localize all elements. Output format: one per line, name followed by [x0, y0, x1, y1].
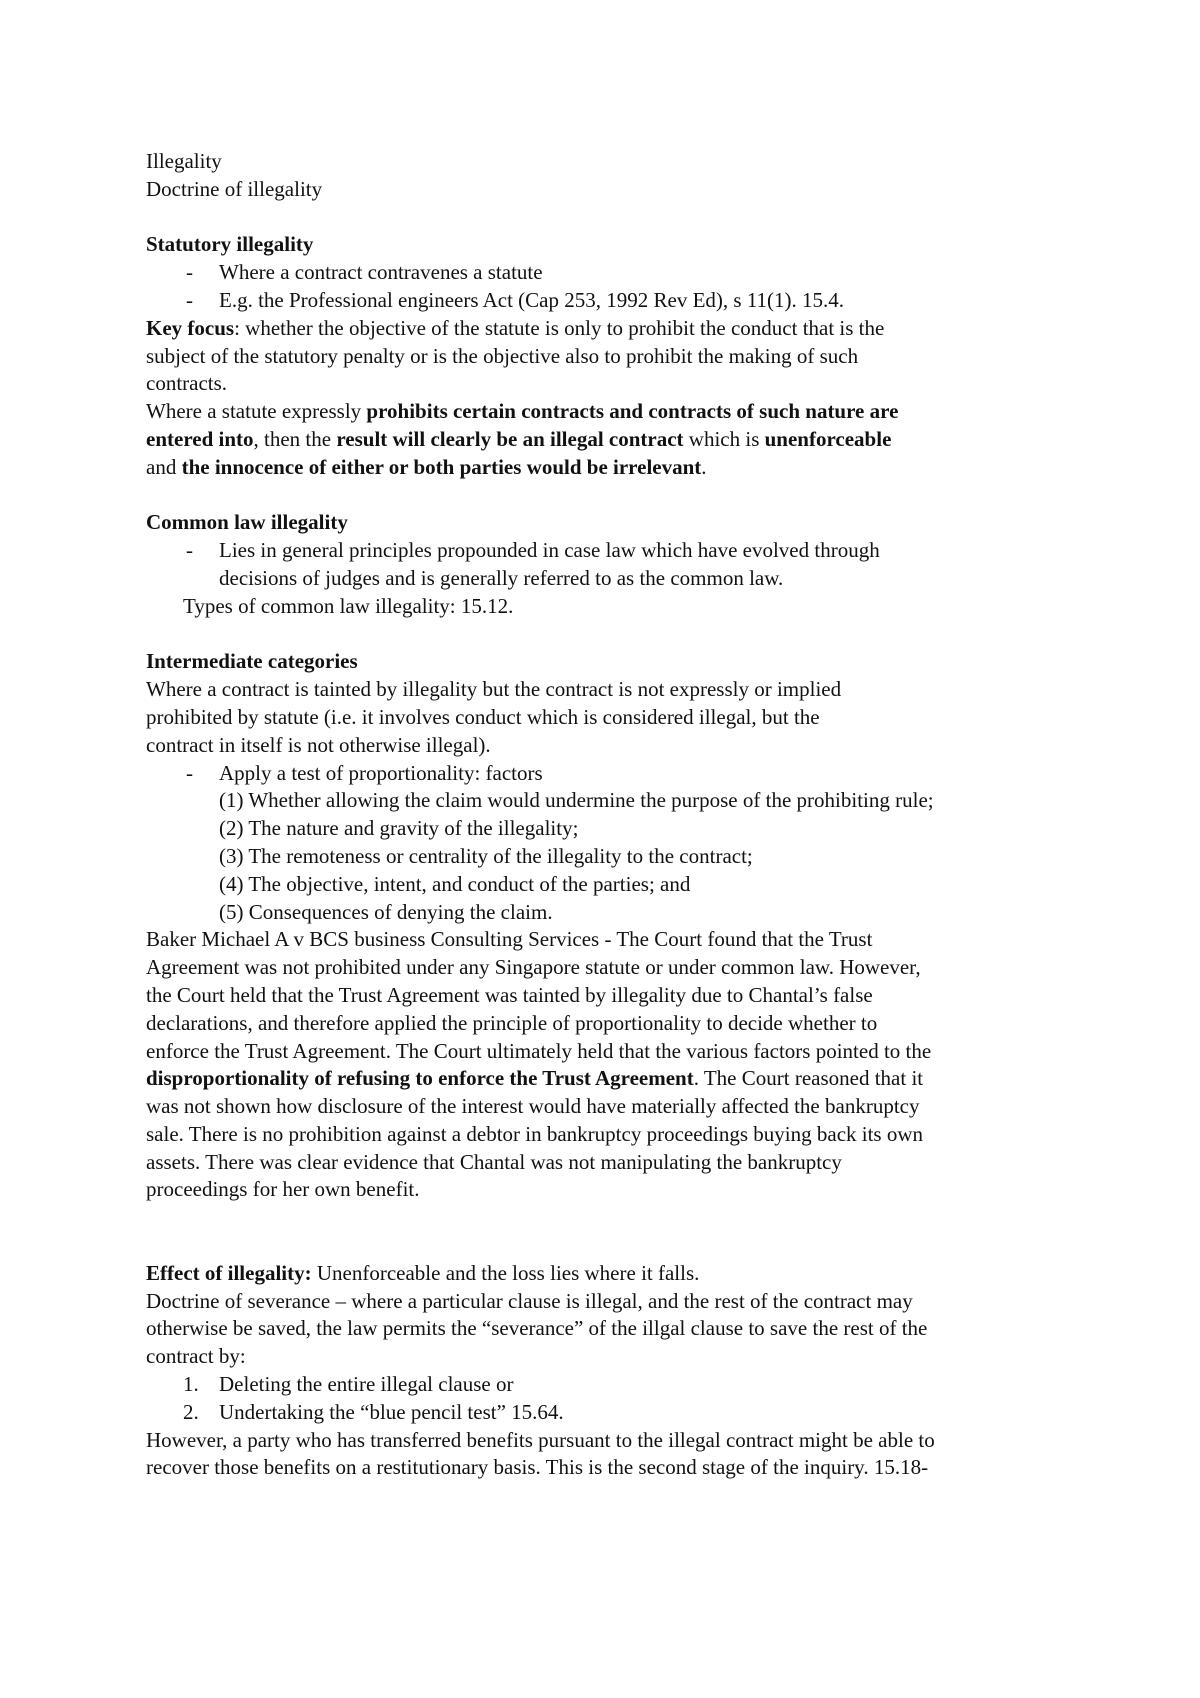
list-item: [146, 287, 1086, 315]
case-line: assets. There was clear evidence that Chantal was not manipulating the bankruptcy: [146, 1149, 842, 1174]
text-span: , then the: [253, 426, 337, 451]
case-line: proceedings for her own benefit.: [146, 1177, 420, 1202]
case-line: [146, 1065, 1086, 1093]
statute-para-line: [146, 426, 1086, 454]
factor-item: (4) The objective, intent, and conduct of the parties; and: [219, 871, 691, 896]
numbered-item: [146, 1399, 1086, 1427]
closing-line: However, a party who has transferred benefits pursuant to the illegal contract might be able to: [146, 1427, 935, 1452]
item-number: 1.: [183, 1372, 199, 1397]
bullet-dash: -: [186, 287, 193, 312]
factor-item: (1) Whether allowing the claim would undermine the purpose of the prohibiting rule;: [219, 788, 934, 813]
types-line: Types of common law illegality: 15.12.: [183, 593, 514, 618]
bold-span: result will clearly be an illegal contract: [336, 426, 684, 451]
statute-para-line: [146, 398, 1086, 426]
list-item: [146, 259, 1086, 287]
severance-line: contract by:: [146, 1344, 246, 1369]
case-line: the Court held that the Trust Agreement was tainted by illegality due to Chantal’s false: [146, 982, 873, 1007]
factor-item: (3) The remoteness or centrality of the illegality to the contract;: [219, 843, 753, 868]
list-item-continuation: decisions of judges and is generally referred to as the common law.: [219, 565, 784, 590]
bullet-dash: -: [186, 760, 193, 785]
spacer: [146, 1232, 1086, 1260]
bold-span: disproportionality of refusing to enforce the Trust Agreement: [146, 1066, 694, 1091]
case-line: declarations, and therefore applied the principle of proportionality to decide whether to: [146, 1010, 878, 1035]
intermediate-intro: prohibited by statute (i.e. it involves conduct which is considered illegal, but the: [146, 704, 820, 729]
intermediate-intro: Where a contract is tainted by illegality but the contract is not expressly or implied: [146, 677, 842, 702]
case-line: was not shown how disclosure of the interest would have materially affected the bankruptcy: [146, 1094, 920, 1119]
effect-line: [146, 1260, 1086, 1288]
closing-line: recover those benefits on a restitutionary basis. This is the second stage of the inquiry. 15.18-: [146, 1455, 929, 1480]
text-span: and: [146, 454, 182, 479]
spacer: [146, 621, 1086, 649]
severance-line: Doctrine of severance – where a particular clause is illegal, and the rest of the contract may: [146, 1288, 913, 1313]
numbered-item: [146, 1371, 1086, 1399]
bullet-dash: -: [186, 260, 193, 285]
intermediate-intro: contract in itself is not otherwise illegal).: [146, 732, 491, 757]
text-span: which is: [683, 426, 765, 451]
factor-item: (5) Consequences of denying the claim.: [219, 899, 553, 924]
intermediate-heading: Intermediate categories: [146, 649, 358, 674]
bold-span: the innocence of either or both parties would be irrelevant: [181, 454, 702, 479]
doc-title: Illegality: [146, 149, 222, 173]
list-item-text: E.g. the Professional engineers Act (Cap 253, 1992 Rev Ed), s 11(1). 15.4.: [219, 287, 845, 312]
item-number: 2.: [183, 1399, 199, 1424]
statutory-heading: Statutory illegality: [146, 232, 314, 257]
list-item-text: Where a contract contravenes a statute: [219, 260, 543, 285]
case-line: Baker Michael A v BCS business Consulting Services - The Court found that the Trust: [146, 927, 873, 952]
list-item-text: Lies in general principles propounded in case law which have evolved through: [219, 538, 880, 563]
spacer: [146, 482, 1086, 510]
spacer: [146, 1204, 1086, 1232]
key-focus-text: : whether the objective of the statute is only to prohibit the conduct that is the: [234, 315, 885, 340]
key-focus-text: subject of the statutory penalty or is the objective also to prohibit the making of such: [146, 343, 859, 368]
case-line: Agreement was not prohibited under any Singapore statute or under common law. However,: [146, 955, 921, 980]
list-item: [146, 760, 1086, 788]
effect-text: Unenforceable and the loss lies where it falls.: [311, 1260, 700, 1285]
list-item: [146, 537, 1086, 565]
effect-label: Effect of illegality:: [146, 1260, 312, 1285]
text-span: Where a statute expressly: [146, 399, 367, 424]
common-law-heading: Common law illegality: [146, 510, 348, 535]
bold-span: unenforceable: [764, 426, 892, 451]
list-item-text: Apply a test of proportionality: factors: [219, 760, 543, 785]
key-focus-line: [146, 315, 1086, 343]
factor-item: (2) The nature and gravity of the illegality;: [219, 816, 579, 841]
case-line: enforce the Trust Agreement. The Court ultimately held that the various factors pointed to the: [146, 1038, 932, 1063]
bold-span: entered into: [146, 426, 254, 451]
bold-span: prohibits certain contracts and contracts of such nature are: [366, 399, 899, 424]
spacer: [146, 204, 1086, 232]
bullet-dash: -: [186, 538, 193, 563]
key-focus-text: contracts.: [146, 371, 228, 396]
item-text: Undertaking the “blue pencil test” 15.64.: [219, 1399, 564, 1424]
severance-line: otherwise be saved, the law permits the “severance” of the illgal clause to save the rest of the: [146, 1316, 928, 1341]
case-line: sale. There is no prohibition against a debtor in bankruptcy proceedings buying back its own: [146, 1121, 924, 1146]
document-body: [146, 148, 1086, 1482]
doc-subtitle: Doctrine of illegality: [146, 176, 323, 201]
key-focus-label: Key focus: [146, 315, 235, 340]
item-text: Deleting the entire illegal clause or: [219, 1372, 514, 1397]
text-span: . The Court reasoned that it: [693, 1066, 924, 1091]
text-span: .: [701, 454, 707, 479]
statute-para-line: [146, 454, 1086, 482]
